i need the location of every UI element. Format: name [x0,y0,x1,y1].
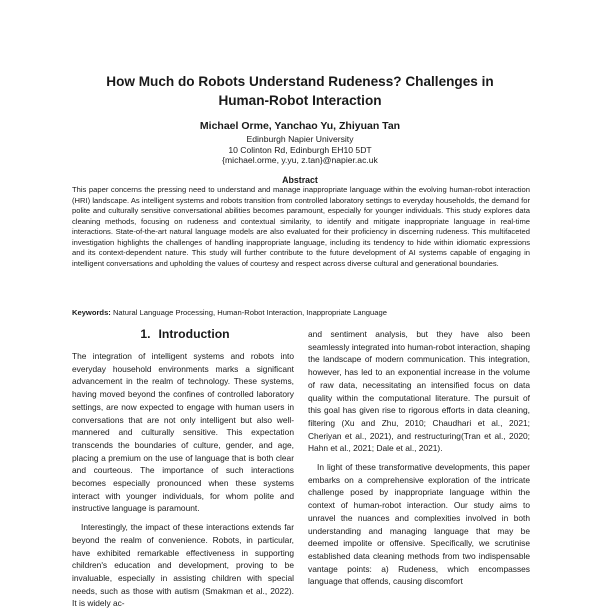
affiliation-emails: {michael.orme, y.yu, z.tan}@napier.ac.uk [222,155,378,166]
affiliation-block [60,134,540,166]
keywords-label: Keywords: [72,308,111,317]
abstract-body: This paper concerns the pressing need to understand and manage inappropriate language within the evolving human-robot interaction (HRI) landscape. As intelligent systems and robots transition from controlled laboratory settings to everyday households, the demand for polite and culturally sensitive conversational abilities becomes paramount, especially for younger individuals. This study explores data cleaning methods, focusing on rudeness and contextual similarity, to identify and mitigate inappropriate language in real-time interactions. State-of-the-art natural language models are also evaluated for their proficiency in discerning rudeness. This multifaceted investigation highlights the challenges of handling inappropriate language, including its tendency to hide within idiomatic expressions and its context-dependent nature. This study will further contribute to the future development of AI systems capable of engaging in intelligent conversations and upholding the values of courtesy and respect across diverse cultural and generational boundaries. [72,185,530,268]
affiliation-institution: Edinburgh Napier University [246,134,354,144]
section-number: 1. [140,327,151,341]
author-list: Michael Orme, Yanchao Yu, Zhiyuan Tan [199,120,401,132]
title-line-1: How Much do Robots Understand Rudeness? Challenges in [106,74,494,89]
abstract-heading: Abstract [282,175,318,185]
left-column [72,350,294,616]
section-title: Introduction [158,327,230,341]
right-column [308,328,530,594]
keywords-text: Natural Language Processing, Human-Robot Interaction, Inappropriate Language [112,308,387,317]
intro-paragraph-4: In light of these transformative developments, this paper embarks on a comprehensive exploration of the intricate challenge posed by inappropriate language within the context of human-robot interaction. Our study aims to unravel the nuances and complexities involved in both understanding and managing language that may be deemed impolite or offensive. Specifically, we scrutinise established data cleaning methods from two indispensable vantage points: a) Rudeness, which encompasses language that offends, causing discomfort [308,462,530,587]
affiliation-address: 10 Colinton Rd, Edinburgh EH10 5DT [228,144,372,155]
intro-paragraph-2: Interestingly, the impact of these interactions extends far beyond the realm of convenience. Robots, in particular, have exhibited remarkable effectiveness in supporting children's education and development, proving to be invaluable, especially in assisting children with special needs, such as those with autism (Smakman et al., 2022). It is widely ac- [72,522,294,609]
title-line-2: Human-Robot Interaction [218,93,382,108]
keywords-line [72,308,530,318]
paper-title [60,72,540,110]
section-heading-introduction [72,326,298,342]
intro-paragraph-3: and sentiment analysis, but they have also been seamlessly integrated into human-robot interaction, shaping the landscape of modern communication. This integration, however, has led to an exponential increase in the volume of raw data, necessitating an intensified focus on data quality within the computational literature. The pursuit of this goal has given rise to rigorous efforts in data cleaning, filtering (Xu and Zhu, 2010; Chaudhari et al., 2021; Cheriyan et al., 2021), and restructuring(Tran et al., 2020; Hahn et al., 2021; Dale et al., 2021). [308,329,530,454]
intro-paragraph-1: The integration of intelligent systems and robots into everyday household environments marks a significant advancement in the realm of technology. These systems, having moved beyond the confines of controlled laboratory settings, are now expected to engage with human users in conversations that are not only intelligent but also well-mannered and culturally sensitive. This expectation transcends the boundaries of culture, gender, and age, placing a premium on the use of language that is both clear and courteous. The importance of such interactions becomes especially pronounced when these systems interact with younger individuals, for whom polite and instructive language is paramount. [72,351,294,514]
